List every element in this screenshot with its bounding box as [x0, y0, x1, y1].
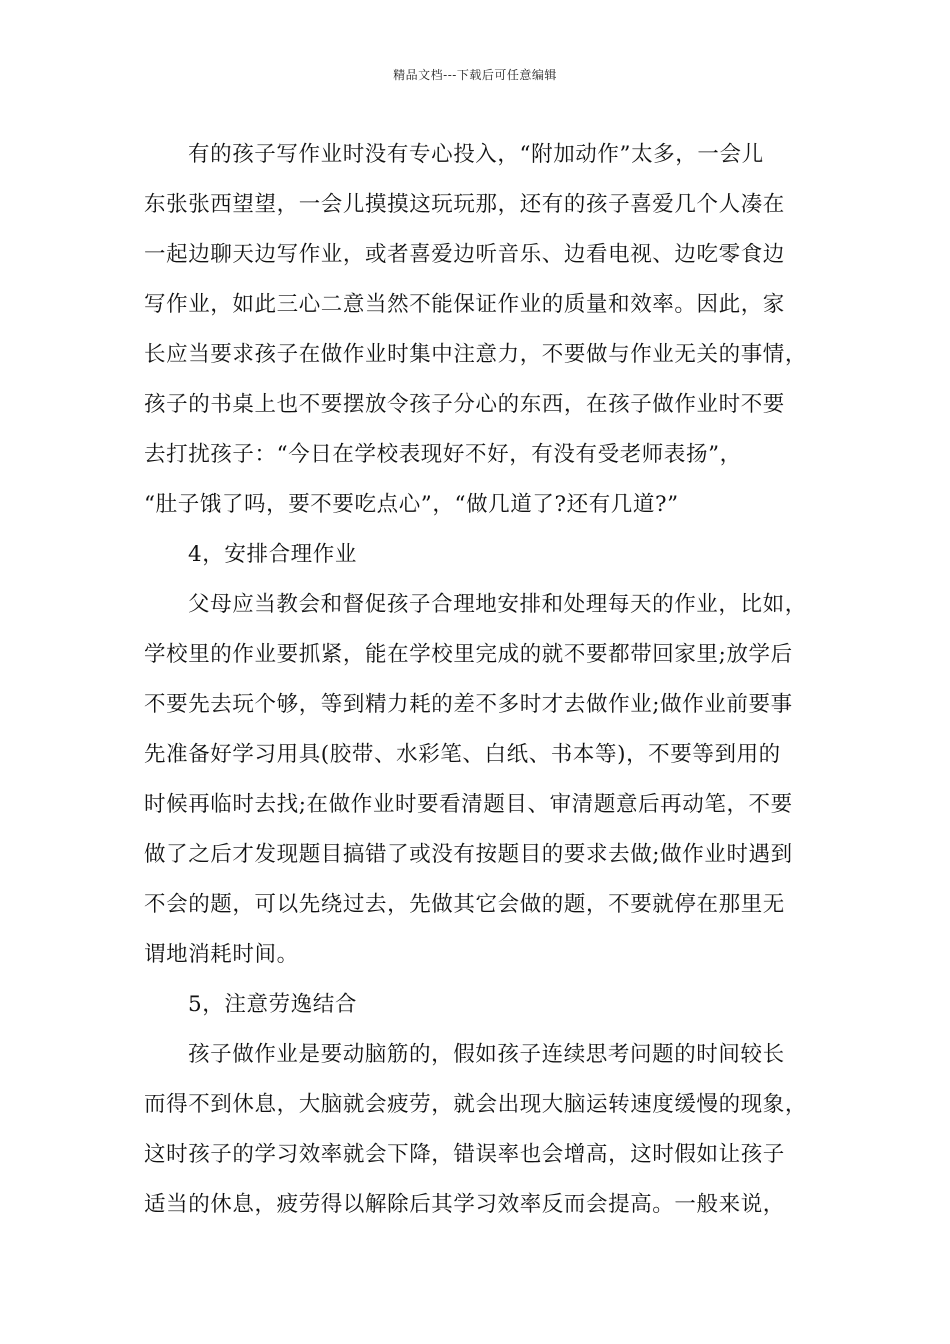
text-line: 长应当要求孩子在做作业时集中注意力，不要做与作业无关的事情， — [144, 342, 808, 367]
text-line: 这时孩子的学习效率就会下降，错误率也会增高，这时假如让孩子 — [144, 1142, 785, 1167]
text-line: 一起边聊天边写作业，或者喜爱边听音乐、边看电视、边吃零食边 — [144, 242, 785, 267]
text-line: 适当的休息，疲劳得以解除后其学习效率反而会提高。一般来说， — [144, 1192, 785, 1217]
page-header: 精品文档---下载后可任意编辑 — [393, 68, 557, 82]
text-line: 东张张西望望，一会儿摸摸这玩玩那，还有的孩子喜爱几个人凑在 — [144, 192, 785, 217]
text-line: 学校里的作业要抓紧，能在学校里完成的就不要都带回家里;放学后 — [144, 642, 793, 667]
text-line: 孩子做作业是要动脑筋的，假如孩子连续思考问题的时间较长 — [188, 1042, 785, 1067]
section-heading: 5，注意劳逸结合 — [188, 992, 357, 1017]
text-line: 先准备好学习用具(胶带、水彩笔、白纸、书本等)，不要等到用的 — [144, 742, 781, 767]
document-body — [144, 130, 810, 1230]
text-line: 不会的题，可以先绕过去，先做其它会做的题，不要就停在那里无 — [144, 892, 785, 917]
text-line: 时候再临时去找;在做作业时要看清题目、审清题意后再动笔，不要 — [144, 792, 793, 817]
section-heading: 4，安排合理作业 — [188, 542, 357, 567]
text-line: 孩子的书桌上也不要摆放令孩子分心的东西，在孩子做作业时不要 — [144, 392, 785, 417]
text-line: 做了之后才发现题目搞错了或没有按题目的要求去做;做作业时遇到 — [144, 842, 793, 867]
text-line: 谓地消耗时间。 — [144, 942, 299, 967]
text-line: 有的孩子写作业时没有专心投入，“附加动作”太多，一会儿 — [188, 142, 764, 167]
text-line: 而得不到休息，大脑就会疲劳，就会出现大脑运转速度缓慢的现象， — [144, 1092, 808, 1117]
text-line: 父母应当教会和督促孩子合理地安排和处理每天的作业，比如， — [188, 592, 807, 617]
text-line: “肚子饿了吗，要不要吃点心”，“做几道了?还有几道?” — [144, 492, 679, 517]
text-line: 去打扰孩子：“今日在学校表现好不好，有没有受老师表扬”， — [144, 442, 742, 467]
text-line: 写作业，如此三心二意当然不能保证作业的质量和效率。因此，家 — [144, 292, 785, 317]
text-line: 不要先去玩个够，等到精力耗的差不多时才去做作业;做作业前要事 — [144, 692, 793, 717]
